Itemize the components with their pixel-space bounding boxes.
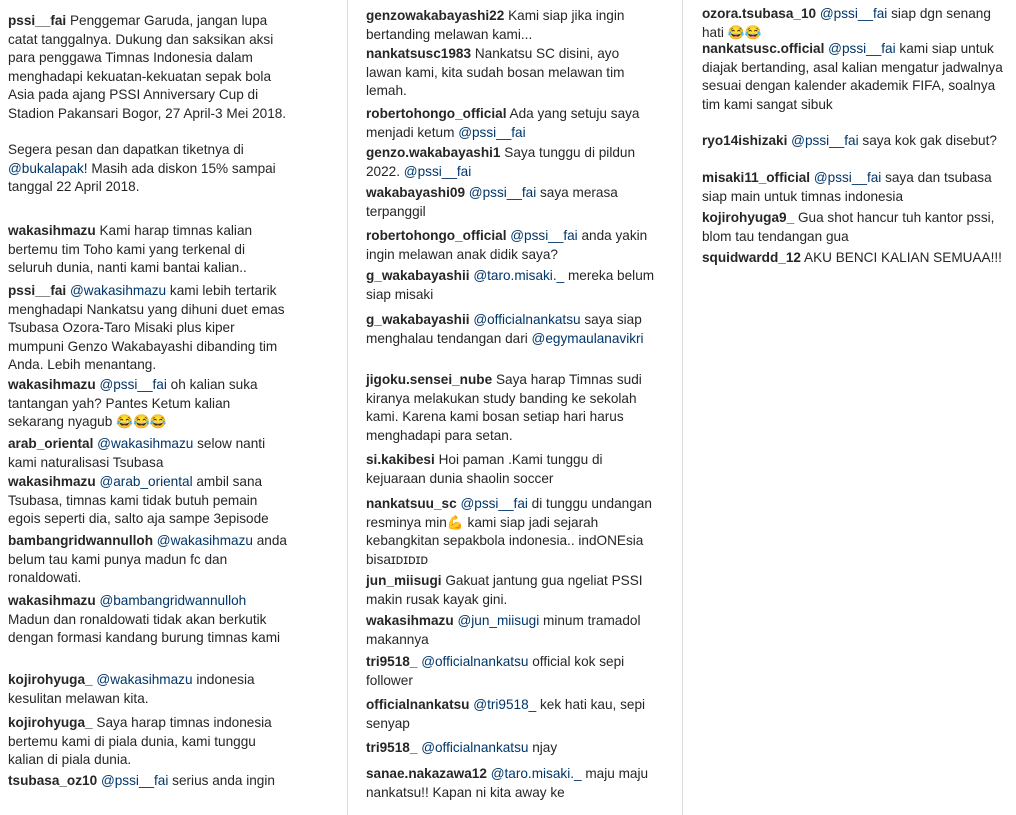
- comment: [366, 451, 657, 488]
- mention-link[interactable]: @officialnankatsu: [421, 654, 529, 669]
- comment: [366, 144, 657, 181]
- mention-link[interactable]: @pssi__fai: [403, 163, 472, 179]
- mention-link[interactable]: @jun_miisugi: [457, 613, 540, 628]
- comment-username[interactable]: nankatsuu_sc: [366, 496, 457, 511]
- comment-username[interactable]: kojirohyuga_: [8, 715, 93, 730]
- comment-username[interactable]: kojirohyuga9_: [702, 210, 795, 225]
- comment: [366, 184, 657, 221]
- comment-username[interactable]: jigoku.sensei_nube: [366, 372, 493, 387]
- comment: [702, 249, 1008, 268]
- comment: [366, 267, 657, 304]
- comment-username[interactable]: tri9518_: [366, 654, 418, 669]
- comment-text: AKU BENCI KALIAN SEMUAA!!!: [804, 250, 1002, 265]
- comment-text: saya siap menghalau tendangan dari: [366, 312, 642, 346]
- comment: [366, 7, 657, 44]
- comment: [366, 653, 657, 690]
- comment-username[interactable]: squidwardd_12: [702, 250, 801, 265]
- comment: [8, 435, 289, 472]
- comment: [366, 612, 657, 649]
- comment-username[interactable]: wakasihmazu: [366, 613, 454, 628]
- comment: [702, 169, 1008, 206]
- mention-link[interactable]: @pssi__fai: [99, 377, 167, 392]
- mention-link[interactable]: @arab_oriental: [99, 474, 193, 489]
- comment-text: anda yakin ingin melawan anak didik saya?: [366, 228, 648, 262]
- comment-text: indonesia kesulitan melawan kita.: [8, 672, 255, 706]
- comment-text: Gakuat jantung gua ngeliat PSSI makin rusak kayak gini.: [366, 573, 643, 607]
- comment-text: ambil sana Tsubasa, timnas kami tidak butuh pemain egois seperti dia, salto aja sampe 3episode: [8, 474, 269, 526]
- comment-username[interactable]: jun_miisugi: [366, 573, 442, 588]
- caption-paragraph: [8, 12, 289, 123]
- mention-link[interactable]: @pssi__fai: [100, 773, 169, 788]
- column-divider: [347, 0, 348, 815]
- comment-text: Kami siap jika ingin bertanding melawan kami...: [366, 8, 625, 42]
- comment-username[interactable]: officialnankatsu: [366, 697, 470, 712]
- comment-text: Saya tunggu di pildun 2022.: [366, 145, 636, 179]
- comment-username[interactable]: wakasihmazu: [8, 377, 96, 392]
- comment-text: maju maju nankatsu!! Kapan ni kita away ke: [366, 766, 649, 800]
- comment-username[interactable]: wakabayashi09: [366, 185, 465, 200]
- mention-link[interactable]: @pssi__fai: [468, 185, 537, 200]
- comment: [8, 772, 289, 791]
- mention-link[interactable]: @taro.misaki._: [490, 766, 582, 781]
- post-caption: [8, 12, 289, 197]
- comment: [366, 572, 657, 609]
- comment-username[interactable]: arab_oriental: [8, 436, 94, 451]
- mention-link[interactable]: @pssi__fai: [791, 133, 859, 148]
- comment-text: njay: [528, 740, 558, 755]
- comment: [366, 45, 657, 101]
- comment: [366, 696, 657, 733]
- comment-username[interactable]: si.kakibesi: [366, 452, 435, 467]
- comment-text: Gua shot hancur tuh kantor pssi, blom tau tendangan gua: [702, 210, 995, 244]
- caption-text: Penggemar Garuda, jangan lupa catat tanggalnya. Dukung dan saksikan aksi para penggawa Timnas Indonesia dalam menghadapi kekuatan-kekuatan sepak bola Asia pada ajang PSSI Anniversary Cup di Stadion Pakansari Bogor, 27 April-3 Mei 2018.: [8, 13, 287, 121]
- comment: [8, 222, 289, 278]
- comment-text: Hoi paman .Kami tunggu di kejuaraan dunia shaolin soccer: [366, 452, 603, 486]
- comment: [366, 311, 657, 348]
- mention-link[interactable]: @taro.misaki._: [473, 268, 565, 283]
- comment-username[interactable]: nankatsusc1983: [366, 46, 472, 61]
- mention-link[interactable]: @officialnankatsu: [421, 740, 529, 755]
- comment-text: minum tramadol makannya: [366, 613, 641, 647]
- comment: [8, 282, 289, 375]
- comment: [366, 739, 657, 758]
- comment-username[interactable]: ozora.tsubasa_10: [702, 6, 817, 21]
- mention-link[interactable]: @wakasihmazu: [69, 283, 167, 298]
- comment: [702, 5, 1008, 42]
- comment-text: kek hati kau, sepi senyap: [366, 697, 646, 731]
- comment-text: selow nanti kami naturalisasi Tsubasa: [8, 436, 266, 470]
- caption-paragraph: [8, 141, 289, 197]
- comment: [702, 209, 1008, 246]
- mention-link[interactable]: @pssi__fai: [458, 124, 526, 140]
- comment-text: Kami harap timnas kalian bertemu tim Toho kami yang terkenal di seluruh dunia, nanti kami bantai kalian..: [8, 223, 253, 275]
- comment: [702, 40, 1008, 114]
- comment-username[interactable]: nankatsusc.official: [702, 41, 825, 56]
- comment-username[interactable]: robertohongo_official: [366, 228, 507, 243]
- comment: [366, 227, 657, 264]
- comment-username[interactable]: misaki11_official: [702, 170, 811, 185]
- comment-username[interactable]: sanae.nakazawa12: [366, 766, 487, 781]
- comment-text: kami siap untuk diajak bertanding, asal kalian mengatur jadwalnya sesuai dengan kalender akademik FIFA, soalnya tim kami sangat sibuk: [702, 41, 1003, 112]
- comment: [702, 132, 1008, 151]
- column-divider: [682, 0, 683, 815]
- caption-mention[interactable]: @bukalapak: [8, 160, 84, 176]
- comment: [8, 376, 289, 432]
- comment-text: di tunggu undangan resminya min💪 kami siap jadi sejarah kebangkitan sepakbola indonesia.. indONEsia bisaɪᴅɪᴅɪᴅ: [366, 496, 652, 567]
- comment-text: official kok sepi follower: [366, 654, 625, 688]
- mention-link[interactable]: @bambangridwannulloh: [99, 593, 247, 608]
- mention-link[interactable]: @wakasihmazu: [97, 436, 194, 451]
- comment-text: Ada yang setuju saya menjadi ketum: [366, 106, 640, 140]
- comment-username[interactable]: genzowakabayashi22: [366, 8, 505, 23]
- comment-username[interactable]: pssi__fai: [8, 283, 67, 298]
- mention-link[interactable]: @pssi__fai: [819, 6, 888, 21]
- comment-username[interactable]: wakasihmazu: [8, 474, 96, 489]
- comment-text: mereka belum siap misaki: [366, 268, 655, 302]
- comment-username[interactable]: tsubasa_oz10: [8, 773, 98, 788]
- comment: [8, 671, 289, 708]
- comment-username[interactable]: wakasihmazu: [8, 593, 96, 608]
- mention-link[interactable]: @wakasihmazu: [156, 533, 253, 548]
- comment-text: Saya harap Timnas sudi kiranya melakukan study banding ke sekolah kami. Karena kami bosan setiap hari harus menghadapi para setan.: [366, 372, 642, 443]
- comment-username[interactable]: tri9518_: [366, 740, 418, 755]
- comment: [366, 765, 657, 802]
- comment-text: Madun dan ronaldowati tidak akan berkutik dengan formasi kandang burung timnas kami: [8, 611, 281, 645]
- comment: [366, 495, 657, 569]
- comment-text: siap dgn senang hati 😂😂: [702, 6, 991, 40]
- comment-text: kami lebih tertarik menghadapi Nankatsu yang dihuni duet emas Tsubasa Ozora-Taro Misaki plus kiper mumpuni Genzo Wakabayashi dibanding tim Anda. Lebih menantang.: [8, 283, 285, 372]
- mention-link[interactable]: @wakasihmazu: [96, 672, 193, 687]
- comment-username[interactable]: g_wakabayashii: [366, 312, 470, 327]
- comment-text: Nankatsu SC disini, ayo lawan kami, kita sudah bosan melawan tim lemah.: [366, 46, 625, 98]
- comment-text: saya dan tsubasa siap main untuk timnas indonesia: [702, 170, 992, 204]
- comment-username[interactable]: ryo14ishizaki: [702, 133, 788, 148]
- caption-text: Segera pesan dan dapatkan tiketnya di: [8, 142, 244, 157]
- comment-username[interactable]: wakasihmazu: [8, 223, 96, 238]
- comment-text: saya kok gak disebut?: [858, 133, 997, 148]
- comment-text: Saya harap timnas indonesia bertemu kami di piala dunia, kami tunggu kalian di piala dunia.: [8, 715, 272, 767]
- mention-link[interactable]: @pssi__fai: [510, 228, 578, 243]
- comment-username[interactable]: robertohongo_official: [366, 106, 507, 121]
- comment: [366, 105, 657, 142]
- comment-username[interactable]: kojirohyuga_: [8, 672, 93, 687]
- comment-username[interactable]: genzo.wakabayashi1: [366, 145, 501, 160]
- mention-link[interactable]: @tri9518_: [473, 697, 537, 712]
- comment: [8, 532, 289, 588]
- mention-link[interactable]: @pssi__fai: [813, 170, 882, 185]
- comment: [8, 592, 289, 648]
- comment-username[interactable]: bambangridwannulloh: [8, 533, 153, 548]
- comment: [8, 473, 289, 529]
- comment-text: serius anda ingin: [168, 773, 275, 788]
- comment-text: oh kalian suka tantangan yah? Pantes Ketum kalian sekarang nyagub 😂😂😂: [8, 377, 258, 429]
- comment: [8, 714, 289, 770]
- caption-username[interactable]: pssi__fai: [8, 13, 67, 28]
- mention-link[interactable]: @egymaulanavikri: [531, 330, 644, 346]
- comment-text: anda belum tau kami punya madun fc dan ronaldowati.: [8, 533, 287, 585]
- mention-link[interactable]: @pssi__fai: [828, 41, 896, 56]
- mention-link[interactable]: @officialnankatsu: [473, 312, 581, 327]
- mention-link[interactable]: @pssi__fai: [460, 496, 528, 511]
- comment-username[interactable]: g_wakabayashii: [366, 268, 470, 283]
- comment: [366, 371, 657, 445]
- comment-text: saya merasa terpanggil: [366, 185, 618, 219]
- caption-text: ! Masih ada diskon 15% sampai tanggal 22 April 2018.: [8, 160, 276, 194]
